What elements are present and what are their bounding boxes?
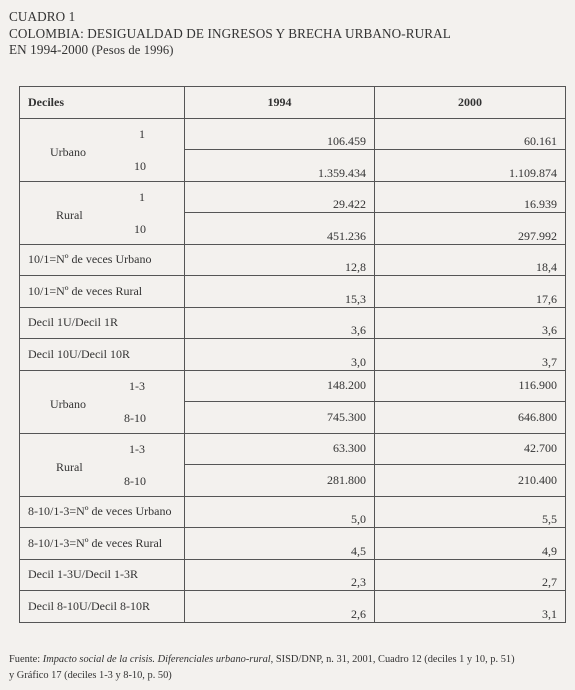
ratio-label: Decil 1U/Decil 1R bbox=[20, 307, 185, 339]
ratio-label: Decil 10U/Decil 10R bbox=[20, 339, 185, 371]
decile-label: 10 bbox=[134, 221, 146, 236]
value-2000: 60.161 bbox=[375, 118, 566, 150]
value-1994: 3,0 bbox=[185, 339, 375, 371]
value-1994: 451.236 bbox=[185, 213, 375, 245]
source-prefix: Fuente: bbox=[9, 654, 43, 665]
table-row bbox=[20, 528, 566, 560]
value-2000: 3,6 bbox=[375, 307, 566, 339]
decile-label: 1 bbox=[139, 189, 145, 204]
header-deciles: Deciles bbox=[20, 87, 185, 119]
value-2000: 1.109.874 bbox=[375, 150, 566, 182]
value-2000: 116.900 bbox=[375, 370, 566, 402]
table-row bbox=[20, 244, 566, 276]
table-row bbox=[20, 591, 566, 623]
group-name: Rural bbox=[56, 207, 83, 222]
table-row bbox=[20, 496, 566, 528]
value-1994: 106.459 bbox=[185, 118, 375, 150]
ratio-label: Decil 1-3U/Decil 1-3R bbox=[20, 559, 185, 591]
group-name: Urbano bbox=[50, 144, 86, 159]
header-2000: 2000 bbox=[375, 87, 566, 119]
table-header-row bbox=[20, 87, 566, 119]
value-1994: 148.200 bbox=[185, 370, 375, 402]
caption-period: EN 1994-2000 bbox=[9, 42, 89, 57]
group-name: Urbano bbox=[50, 396, 86, 411]
value-2000: 42.700 bbox=[375, 433, 566, 465]
income-inequality-table bbox=[19, 86, 566, 623]
decile-label: 1 bbox=[139, 126, 145, 141]
decile-label: 1-3 bbox=[129, 441, 145, 456]
value-2000: 3,7 bbox=[375, 339, 566, 371]
group-name: Rural bbox=[56, 459, 83, 474]
ratio-label: 8-10/1-3=Nº de veces Urbano bbox=[20, 496, 185, 528]
source-title: Impacto social de la crisis. Diferenciales urbano-rural bbox=[42, 654, 271, 665]
group-cell bbox=[20, 181, 185, 244]
value-2000: 4,9 bbox=[375, 528, 566, 560]
value-1994: 29.422 bbox=[185, 181, 375, 213]
group-cell bbox=[20, 118, 185, 181]
value-2000: 17,6 bbox=[375, 276, 566, 308]
group-cell bbox=[20, 370, 185, 433]
caption-title: COLOMBIA: DESIGUALDAD DE INGRESOS Y BRECHA URBANO-RURAL bbox=[9, 25, 451, 41]
ratio-label: 10/1=Nº de veces Rural bbox=[20, 276, 185, 308]
value-2000: 18,4 bbox=[375, 244, 566, 276]
table-row bbox=[20, 370, 566, 402]
table-row bbox=[20, 181, 566, 213]
value-1994: 745.300 bbox=[185, 402, 375, 434]
value-1994: 63.300 bbox=[185, 433, 375, 465]
group-cell bbox=[20, 433, 185, 496]
table-row bbox=[20, 433, 566, 465]
value-2000: 297.992 bbox=[375, 213, 566, 245]
value-2000: 646.800 bbox=[375, 402, 566, 434]
caption-number: CUADRO 1 bbox=[9, 9, 76, 24]
table-caption bbox=[9, 9, 451, 59]
caption-units: (Pesos de 1996) bbox=[91, 43, 174, 57]
value-1994: 1.359.434 bbox=[185, 150, 375, 182]
source-line-2: y Gráfico 17 (deciles 1-3 y 8-10, p. 50) bbox=[9, 670, 172, 681]
value-1994: 281.800 bbox=[185, 465, 375, 497]
table-row bbox=[20, 307, 566, 339]
value-1994: 2,6 bbox=[185, 591, 375, 623]
value-1994: 4,5 bbox=[185, 528, 375, 560]
value-2000: 16.939 bbox=[375, 181, 566, 213]
value-2000: 210.400 bbox=[375, 465, 566, 497]
source-details: , SISD/DNP, n. 31, 2001, Cuadro 12 (deciles 1 y 10, p. 51) bbox=[270, 654, 515, 665]
value-1994: 15,3 bbox=[185, 276, 375, 308]
value-2000: 3,1 bbox=[375, 591, 566, 623]
table-row bbox=[20, 339, 566, 371]
source-line-1 bbox=[9, 652, 515, 668]
decile-label: 1-3 bbox=[129, 378, 145, 393]
table-row bbox=[20, 559, 566, 591]
decile-label: 8-10 bbox=[124, 473, 146, 488]
header-1994: 1994 bbox=[185, 87, 375, 119]
table-row bbox=[20, 276, 566, 308]
value-2000: 5,5 bbox=[375, 496, 566, 528]
value-1994: 5,0 bbox=[185, 496, 375, 528]
decile-label: 10 bbox=[134, 158, 146, 173]
table-row bbox=[20, 118, 566, 150]
decile-label: 8-10 bbox=[124, 410, 146, 425]
value-1994: 2,3 bbox=[185, 559, 375, 591]
ratio-label: 8-10/1-3=Nº de veces Rural bbox=[20, 528, 185, 560]
value-1994: 3,6 bbox=[185, 307, 375, 339]
ratio-label: 10/1=Nº de veces Urbano bbox=[20, 244, 185, 276]
source-note bbox=[9, 652, 515, 684]
value-2000: 2,7 bbox=[375, 559, 566, 591]
ratio-label: Decil 8-10U/Decil 8-10R bbox=[20, 591, 185, 623]
caption-subtitle bbox=[9, 42, 451, 59]
value-1994: 12,8 bbox=[185, 244, 375, 276]
